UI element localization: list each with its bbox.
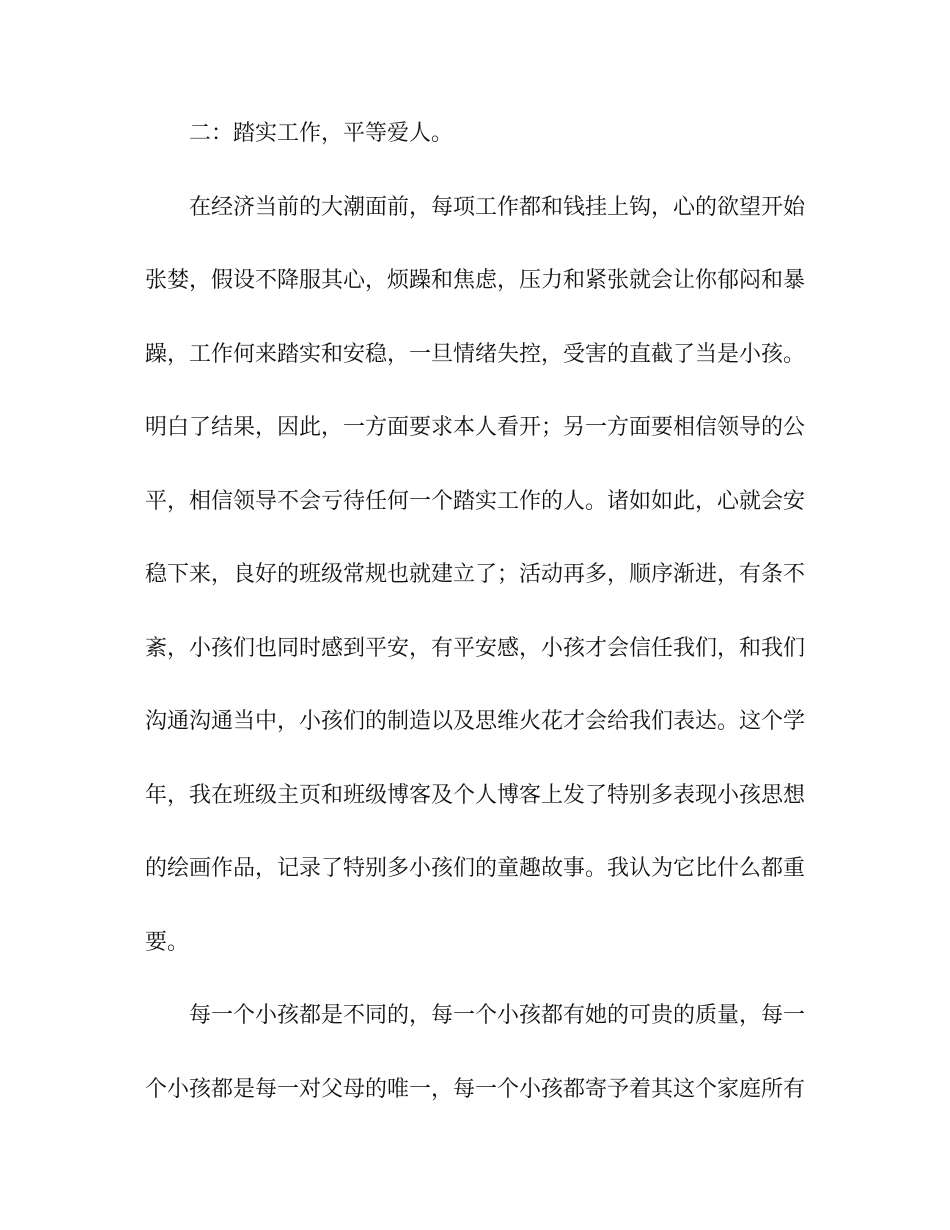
paragraph-line: 的绘画作品，记录了特别多小孩们的童趣故事。我认为它比什么都重 <box>145 856 806 881</box>
paragraph-line: 张婪，假设不降服其心，烦躁和焦虑，压力和紧张就会让你郁闷和暴 <box>145 268 806 293</box>
document-body <box>145 122 805 1151</box>
paragraph-line: 紊，小孩们也同时感到平安，有平安感，小孩才会信任我们，和我们 <box>145 635 806 661</box>
paragraph-line: 要。 <box>145 929 190 955</box>
paragraph-line: 个小孩都是每一对父母的唯一，每一个小孩都寄予着其这个家庭所有 <box>145 1076 806 1102</box>
paragraph-line: 在经济当前的大潮面前，每项工作都和钱挂上钩，心的欲望开始 <box>189 194 806 220</box>
paragraph-line: 明白了结果，因此，一方面要求本人看开；另一方面要相信领导的公 <box>145 415 806 440</box>
paragraph-line: 稳下来，良好的班级常规也就建立了；活动再多，顺序渐进，有条不 <box>145 562 806 587</box>
paragraph-line: 平，相信领导不会亏待任何一个踏实工作的人。诸如如此，心就会安 <box>145 488 806 514</box>
paragraph-line: 沟通沟通当中，小孩们的制造以及思维火花才会给我们表达。这个学 <box>145 709 806 734</box>
paragraph-line: 每一个小孩都是不同的，每一个小孩都有她的可贵的质量，每一 <box>189 1003 806 1028</box>
paragraph-line: 年，我在班级主页和班级博客及个人博客上发了特别多表现小孩思想 <box>145 782 806 808</box>
section-heading: 二：踏实工作，平等爱人。 <box>189 121 454 146</box>
paragraph-line: 躁，工作何来踏实和安稳，一旦情绪失控，受害的直截了当是小孩。 <box>145 341 806 367</box>
